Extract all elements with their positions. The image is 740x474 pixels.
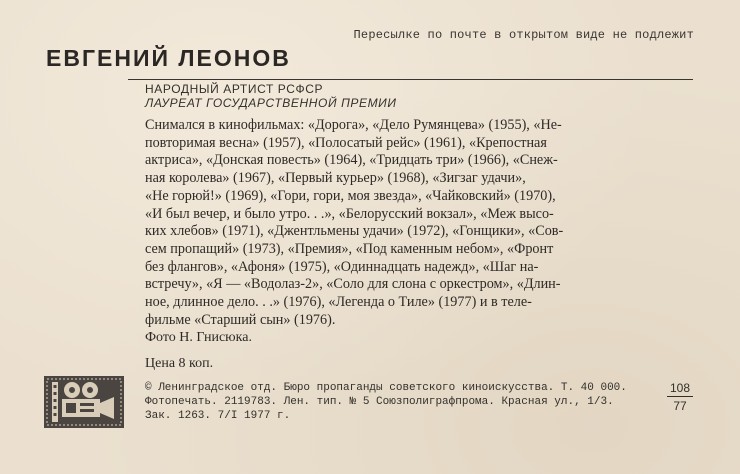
code-denominator: 77 [673,399,687,413]
code-numerator: 108 [669,381,691,395]
filmography-line: актриса», «Донская повесть» (1964), «Тридцать три» (1966), «Снеж- [145,152,558,169]
divider-line [128,79,693,80]
imprint-line: Зак. 1263. 7/I 1977 г. [145,410,291,422]
filmography-line: ная королева» (1967), «Первый курьер» (1968), «Зигзаг удачи», [145,170,526,187]
photo-credit: Фото Н. Гнисюка. [145,330,252,345]
mail-restriction-note: Пересылке по почте в открытом виде не подлежит [353,28,694,42]
title-line: ЛАУРЕАТ ГОСУДАРСТВЕННОЙ ПРЕМИИ [145,96,397,110]
price-label: Цена 8 коп. [145,356,214,371]
filmography-line: фильме «Старший сын» (1976). [145,311,336,328]
imprint-line: Фотопечать. 2119783. Лен. тип. № 5 Союзполиграфпрома. Красная ул., 1/3. [145,396,614,408]
filmography-line: без флангов», «Афоня» (1975), «Одиннадцать надежд», «Шаг на- [145,258,539,275]
honorary-titles [145,82,397,110]
filmography-line: ких хлебов» (1971), «Джентльмены удачи» (1972), «Гонщики», «Сов- [145,223,564,240]
filmography-line: ное, длинное дело. . .» (1976), «Легенда о Тиле» (1977) и в теле- [145,294,532,311]
filmography-line: «И был вечер, и было утро. . .», «Белорусский вокзал», «Меж высо- [145,205,554,222]
title-line: НАРОДНЫЙ АРТИСТ РСФСР [145,82,324,96]
filmography-text [145,117,705,329]
film-camera-logo-icon [44,376,124,428]
filmography-line: Снимался в кинофильмах: «Дорога», «Дело Румянцева» (1955), «Не- [145,117,562,133]
filmography-line: «Не горюй!» (1969), «Гори, гори, моя звезда», «Чайковский» (1970), [145,187,556,204]
filmography-line: сем пропащий» (1973), «Премия», «Под каменным небом», «Фронт [145,240,554,257]
catalog-code [667,381,693,413]
code-fraction-bar [667,396,693,397]
filmography-line: встречу», «Я — «Водолаз-2», «Соло для слона с оркестром», «Длин- [145,276,561,293]
actor-name: ЕВГЕНИЙ ЛЕОНОВ [46,45,291,71]
imprint-line: © Ленинградское отд. Бюро пропаганды советского киноискусства. Т. 40 000. [145,382,627,394]
publisher-imprint [145,381,627,423]
filmography-line: повторимая весна» (1957), «Полосатый рейс» (1961), «Крепостная [145,134,547,151]
